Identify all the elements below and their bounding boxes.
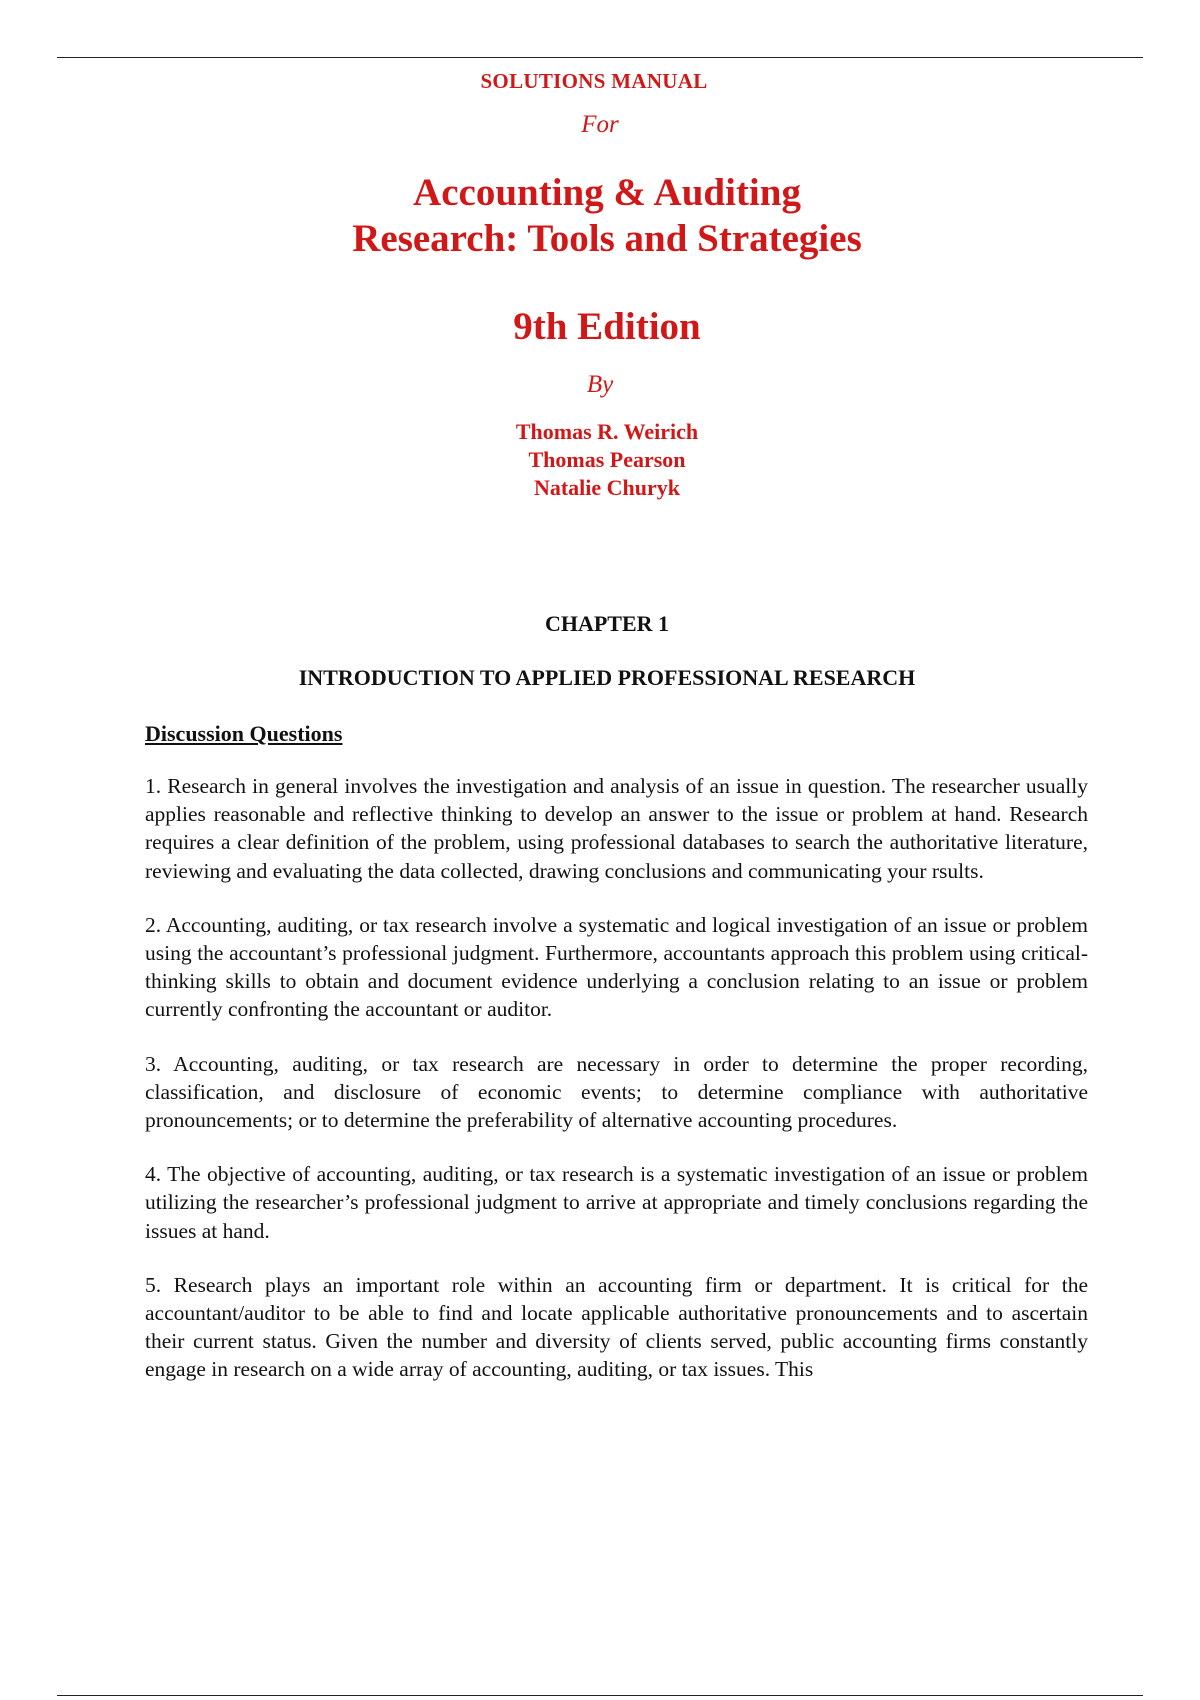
- title-block: [0, 66, 1200, 502]
- chapter-title: CHAPTER 1: [544, 611, 670, 636]
- book-title-line-2: Research: Tools and Strategies: [352, 217, 862, 260]
- top-rule: [57, 57, 1143, 58]
- edition-label: 9th Edition: [513, 305, 701, 348]
- discussion-question: 2. Accounting, auditing, or tax research involve a systematic and logical investigation of an issue or problem using the accountant’s professional judgment. Furthermore, accountants approach this problem using critical-thinking skills to obtain and document evidence underlying a conclusion relating to an issue or problem currently confronting the accountant or auditor.: [145, 912, 1088, 1022]
- discussion-question: 3. Accounting, auditing, or tax research are necessary in order to determine the proper recording, classification, and disclosure of economic events; to determine compliance with authoritative pronouncements; or to determine the preferability of alternative accounting procedures.: [145, 1051, 1088, 1133]
- chapter-header: [0, 609, 1200, 693]
- discussion-question: 5. Research plays an important role within an accounting firm or department. It is critical for the accountant/auditor to be able to find and locate applicable authoritative pronouncements and to ascertain their current status. Given the number and diversity of clients served, public accounting firms constantly engage in research on a wide array of accounting, auditing, or tax issues. This: [145, 1272, 1088, 1382]
- author-name: Thomas R. Weirich: [515, 419, 699, 444]
- for-label: For: [581, 111, 619, 138]
- discussion-section: [145, 720, 1088, 1410]
- book-title: [14, 170, 1200, 262]
- chapter-subtitle: INTRODUCTION TO APPLIED PROFESSIONAL RESEARCH: [298, 665, 916, 690]
- section-heading: Discussion Questions: [145, 721, 343, 746]
- solutions-manual-label: SOLUTIONS MANUAL: [480, 69, 708, 93]
- author-list: [14, 418, 1200, 502]
- book-title-line-1: Accounting & Auditing: [413, 171, 801, 214]
- discussion-question: 4. The objective of accounting, auditing, or tax research is a systematic investigation of an issue or problem utilizing the researcher’s professional judgment to arrive at appropriate and timely conclusions regarding the issues at hand.: [145, 1162, 1088, 1243]
- author-name: Natalie Churyk: [533, 475, 681, 500]
- discussion-question: 1. Research in general involves the investigation and analysis of an issue in question. The researcher usually applies reasonable and reflective thinking to develop an answer to the issue or problem at hand. Research requires a clear definition of the problem, using professional databases to search the authoritative literature, reviewing and evaluating the data collected, drawing conclusions and communicating your rsults.: [145, 774, 1088, 883]
- by-label: By: [586, 371, 614, 398]
- bottom-rule: [57, 1695, 1143, 1696]
- author-name: Thomas Pearson: [528, 447, 686, 472]
